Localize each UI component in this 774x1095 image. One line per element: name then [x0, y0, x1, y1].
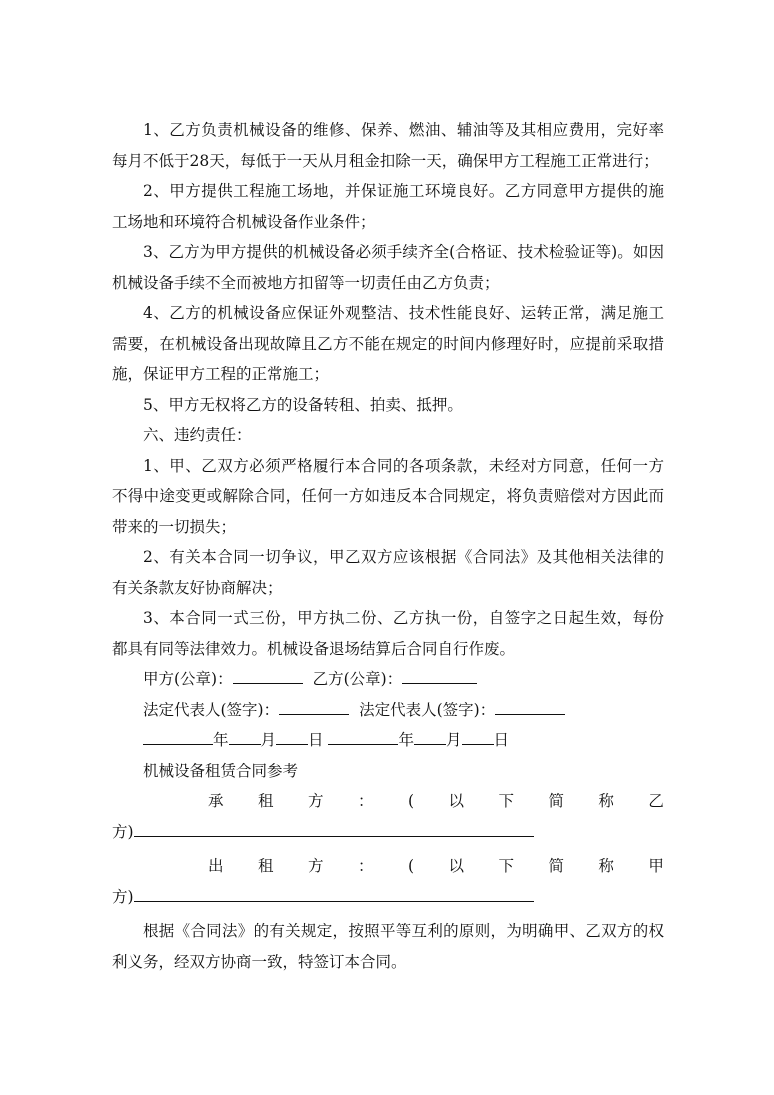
reference-title: 机械设备租赁合同参考 [143, 761, 299, 780]
party-b-seal-blank[interactable] [402, 665, 477, 684]
day-b-label: 日 [493, 731, 510, 749]
party-a-seal-label: 甲方(公章)： [143, 670, 233, 688]
clause-condition: 4、乙方的机械设备应保证外观整洁、技术性能良好、运转正常，满足施工需要，在机械设备出现故障且乙方不能在规定的时间内修理好时，应提前采取措施，保证甲方工程的正常施工； [112, 304, 664, 383]
rep-b-label: 法定代表人(签字)： [359, 700, 496, 719]
date-line [112, 725, 664, 756]
lessee-line: 承 租 方 ： ( 以 下 简 称 乙 [208, 792, 664, 810]
clause-documents: 3、乙方为甲方提供的机械设备必须手续齐全(合格证、技术检验证等)。如因机械设备手续不全而被地方扣留等一切责任由乙方负责； [112, 243, 664, 292]
month-b-label: 月 [446, 731, 462, 749]
month-a-blank[interactable] [229, 726, 261, 745]
party-b-seal-label: 乙方(公章)： [312, 670, 403, 688]
lessor-name-line: 方) [112, 882, 664, 913]
clause-breach: 1、甲、乙双方必须严格履行本合同的各项条款，未经对方同意，任何一方不得中途变更或解除合同，任何一方如违反本合同规定，将负责赔偿对方因此而带来的一切损失； [112, 456, 664, 536]
representative-line [112, 695, 664, 726]
lessee-name-line: 方) [112, 817, 664, 848]
day-a-blank[interactable] [276, 726, 308, 745]
clause-no-sublease: 5、甲方无权将乙方的设备转租、拍卖、抵押。 [143, 395, 463, 414]
rep-b-blank[interactable] [495, 696, 565, 715]
rep-a-blank[interactable] [279, 696, 349, 715]
contract-body [112, 115, 664, 977]
year-b-label: 年 [398, 731, 414, 749]
party-a-seal-blank[interactable] [233, 665, 303, 684]
clause-site: 2、甲方提供工程施工场地，并保证施工环境良好。乙方同意甲方提供的施工场地和环境符合机械设备作业条件； [112, 182, 664, 231]
clause-repair: 1、乙方负责机械设备的维修、保养、燃油、辅油等及其相应费用，完好率每月不低于28天，每低于一天从月租金扣除一天，确保甲方工程施工正常进行； [112, 121, 664, 170]
day-a-label: 日 [308, 731, 324, 749]
clause-copies: 3、本合同一式三份，甲方执二份、乙方执一份，自签字之日起生效，每份都具有同等法律效力。机械设备退场结算后合同自行作废。 [112, 609, 664, 658]
section-heading-liability: 六、违约责任： [143, 426, 252, 444]
clause-dispute: 2、有关本合同一切争议，甲乙双方应该根据《合同法》及其他相关法律的有关条款友好协商解决； [112, 548, 664, 597]
lessee-name-blank[interactable] [134, 818, 534, 837]
closing-paragraph: 根据《合同法》的有关规定，按照平等互利的原则，为明确甲、乙双方的权利义务，经双方协商一致，特签订本合同。 [112, 922, 664, 971]
rep-a-label: 法定代表人(签字)： [143, 700, 280, 719]
lessor-name-blank[interactable] [134, 883, 534, 902]
year-b-blank[interactable] [328, 726, 398, 745]
month-a-label: 月 [260, 731, 277, 749]
day-b-blank[interactable] [462, 726, 494, 745]
month-b-blank[interactable] [414, 726, 446, 745]
lessor-line: 出 租 方 ： ( 以 下 简 称 甲 [208, 857, 664, 875]
year-a-blank[interactable] [143, 726, 213, 745]
seal-line [112, 664, 664, 695]
year-a-label: 年 [213, 731, 229, 749]
